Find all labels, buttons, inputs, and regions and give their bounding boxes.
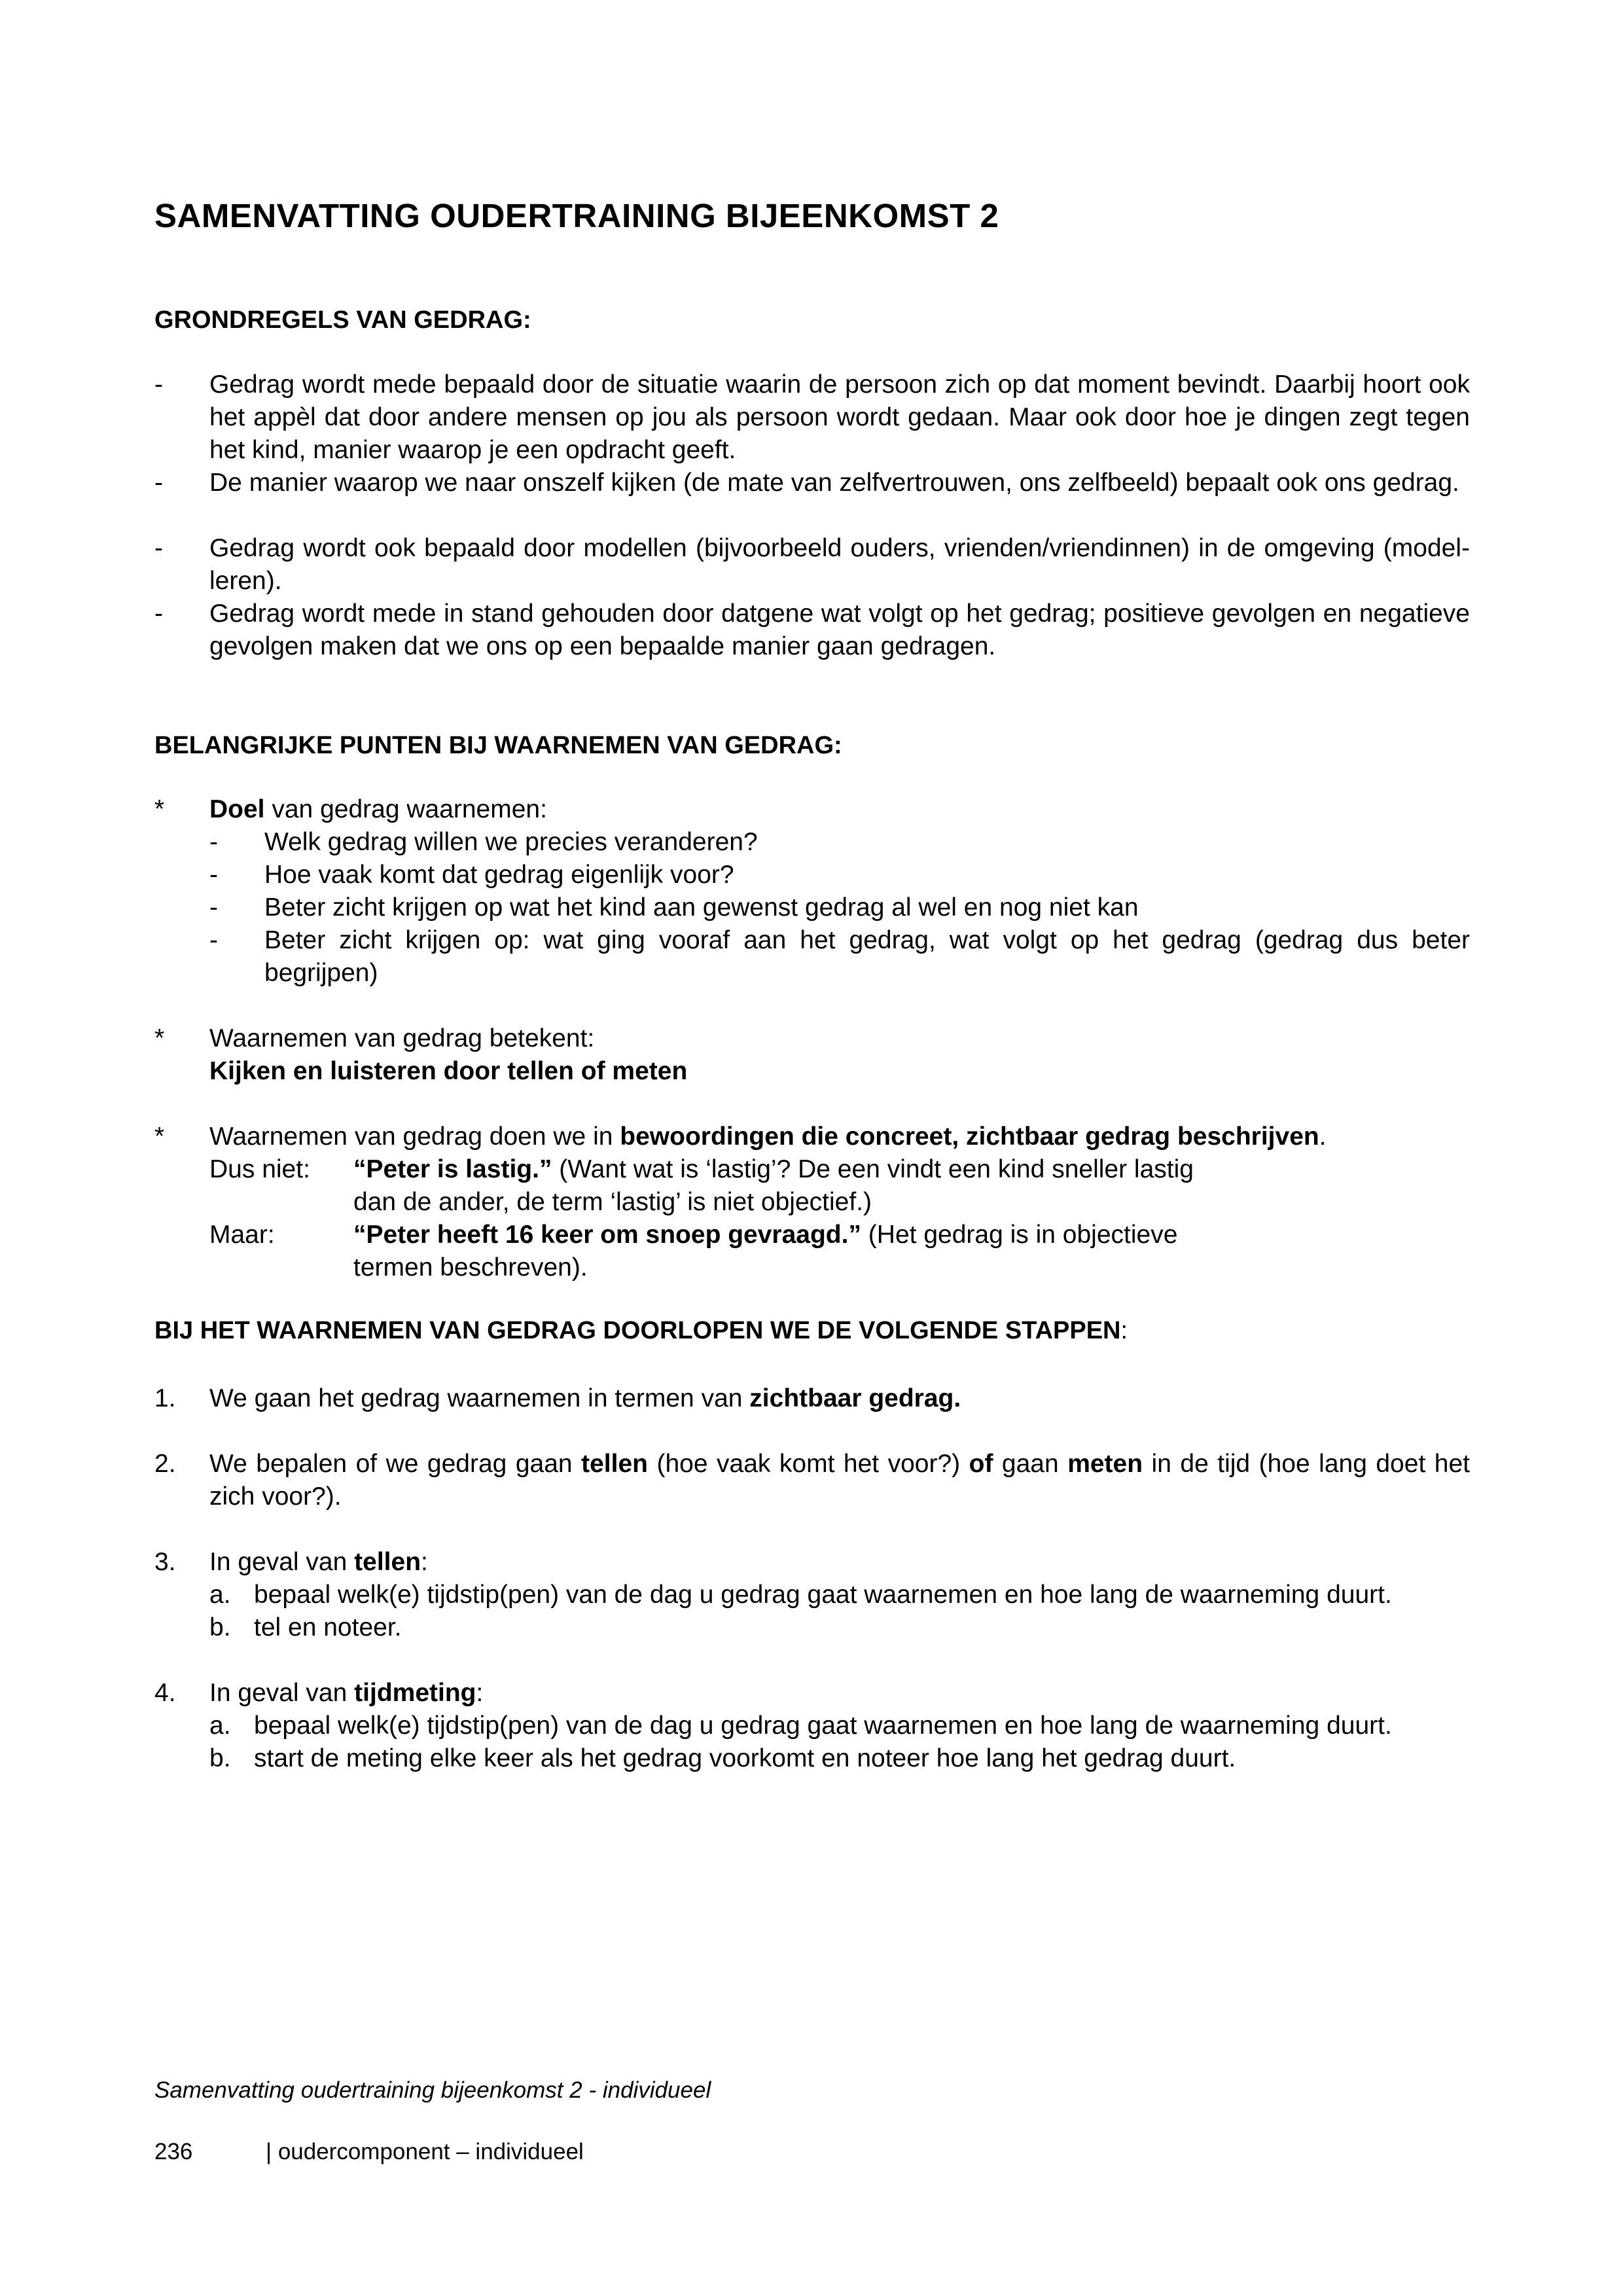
step-sub-text: tel en noteer. — [254, 1613, 402, 1641]
list-item-text: Gedrag wordt ook bepaald door modellen (bijvoorbeeld ouders, vrienden/vriendinnen) in de omgeving (model-leren). — [209, 534, 1470, 595]
concreet-end: . — [1319, 1122, 1327, 1151]
doel-subitem-text: Beter zicht krijgen op: wat ging vooraf aan het gedrag, wat volgt op het gedrag (gedrag dus beter begrijpen) — [264, 926, 1470, 987]
step-4-text: In geval van — [209, 1679, 355, 1707]
concreet-bold: bewoordingen die concreet, zichtbaar gedrag beschrijven — [620, 1122, 1319, 1151]
step-text — [209, 1448, 1470, 1513]
letter-marker: b. — [209, 1744, 231, 1772]
page-title: SAMENVATTING OUDERTRAINING BIJEENKOMST 2 — [154, 197, 999, 234]
stappen-heading-text: BIJ HET WAARNEMEN VAN GEDRAG DOORLOPEN WE DE VOLGENDE STAPPEN — [154, 1317, 1121, 1344]
doel-rest: van gedrag waarnemen: — [264, 795, 547, 823]
betekent-line: Waarnemen van gedrag betekent: — [209, 1024, 595, 1052]
step-2-meten: meten — [1067, 1450, 1143, 1478]
list-item-text: De manier waarop we naar onszelf kijken (de mate van zelfvertrouwen, ons zelfbeeld) bepaalt ook ons gedrag. — [209, 469, 1459, 497]
step-2-t3: gaan — [993, 1450, 1068, 1478]
dash-marker: - — [209, 926, 218, 954]
step-number: 2. — [154, 1450, 176, 1478]
step-2-t2: (hoe vaak komt het voor?) — [647, 1450, 969, 1478]
list-item-text: Gedrag wordt mede in stand gehouden door datgene wat volgt op het gedrag; positieve gevolgen en negatieve gevolgen maken dat we ons op een bepaalde manier gaan gedragen. — [209, 600, 1470, 660]
step-text — [209, 1677, 1470, 1710]
betekent-emphasis: Kijken en luisteren door tellen of meten — [209, 1057, 688, 1085]
step-3-text: In geval van — [209, 1548, 355, 1576]
step-text — [209, 1382, 1470, 1415]
concreet-intro: Waarnemen van gedrag doen we in — [209, 1122, 620, 1151]
step-4-bold: tijdmeting — [354, 1679, 476, 1707]
example-niet-quote: “Peter is lastig.” — [353, 1155, 552, 1183]
section-heading-waarnemen: BELANGRIJKE PUNTEN BIJ WAARNEMEN VAN GEDRAG: — [154, 732, 842, 759]
example-maar-text — [353, 1219, 1204, 1284]
letter-marker: a. — [209, 1712, 231, 1740]
page-number: 236 — [154, 2139, 193, 2164]
dash-marker: - — [209, 893, 218, 922]
doel-subitem-text: Beter zicht krijgen op wat het kind aan gewenst gedrag al wel en nog niet kan — [264, 893, 1139, 922]
document-page — [154, 0, 1470, 2296]
step-2-tellen: tellen — [581, 1450, 648, 1478]
example-maar-quote: “Peter heeft 16 keer om snoep gevraagd.” — [353, 1221, 861, 1249]
doel-text — [209, 793, 1470, 826]
doel-subitem-text: Welk gedrag willen we precies veranderen? — [264, 828, 758, 856]
asterisk-marker: * — [154, 795, 165, 823]
dash-marker: - — [154, 469, 163, 497]
asterisk-marker: * — [154, 1122, 165, 1151]
dash-marker: - — [154, 534, 163, 562]
step-3-bold: tellen — [354, 1548, 421, 1576]
dash-marker: - — [209, 861, 218, 889]
example-niet-label: Dus niet: — [209, 1155, 310, 1183]
asterisk-marker: * — [154, 1024, 165, 1052]
step-text — [209, 1546, 1470, 1579]
example-maar-explanation: (Het gedrag is in objectieve termen beschreven). — [353, 1221, 1178, 1282]
list-item-text: Gedrag wordt mede bepaald door de situatie waarin de persoon zich op dat moment bevindt. Daarbij hoort ook het appèl dat door andere mensen op jou als persoon wordt gedaan. Maar ook door hoe je dingen zegt tegen het kind, manier waarop je een opdracht geeft. — [209, 370, 1470, 464]
step-sub-text: bepaal welk(e) tijdstip(pen) van de dag u gedrag gaat waarnemen en hoe lang de waarneming duurt. — [254, 1712, 1392, 1740]
letter-marker: b. — [209, 1613, 231, 1641]
section-heading-stappen — [154, 1317, 1128, 1345]
dash-marker: - — [154, 600, 163, 628]
step-1-text: We gaan het gedrag waarnemen in termen van — [209, 1384, 750, 1412]
step-sub-text: bepaal welk(e) tijdstip(pen) van de dag u gedrag gaat waarnemen en hoe lang de waarneming duurt. — [254, 1581, 1392, 1609]
step-number: 1. — [154, 1384, 176, 1412]
example-niet-text — [353, 1153, 1204, 1219]
footer-title: Samenvatting oudertraining bijeenkomst 2 - individueel — [154, 2077, 711, 2103]
step-1-bold: zichtbaar gedrag. — [749, 1384, 961, 1412]
section-heading-grondregels: GRONDREGELS VAN GEDRAG: — [154, 306, 531, 334]
step-2-t1: We bepalen of we gedrag gaan — [209, 1450, 582, 1478]
footer-section: | oudercomponent – individueel — [266, 2139, 584, 2164]
step-2-t4: in de tijd (hoe lang doet het zich voor?). — [209, 1450, 1470, 1511]
step-2-of: of — [969, 1450, 993, 1478]
step-number: 4. — [154, 1679, 176, 1707]
stappen-heading-colon: : — [1120, 1317, 1128, 1344]
step-4-end: : — [476, 1679, 484, 1707]
step-sub-text: start de meting elke keer als het gedrag voorkomt en noteer hoe lang het gedrag duurt. — [254, 1744, 1236, 1772]
letter-marker: a. — [209, 1581, 231, 1609]
concreet-text — [209, 1121, 1470, 1153]
example-niet-explanation: (Want wat is ‘lastig’? De een vindt een kind sneller lastig dan de ander, de term ‘lastig’ is niet objectief.) — [353, 1155, 1194, 1216]
step-3-end: : — [421, 1548, 428, 1576]
step-number: 3. — [154, 1548, 176, 1576]
dash-marker: - — [209, 828, 218, 856]
doel-bold: Doel — [209, 795, 265, 823]
dash-marker: - — [154, 370, 163, 399]
example-maar-label: Maar: — [209, 1221, 275, 1249]
doel-subitem-text: Hoe vaak komt dat gedrag eigenlijk voor? — [264, 861, 734, 889]
